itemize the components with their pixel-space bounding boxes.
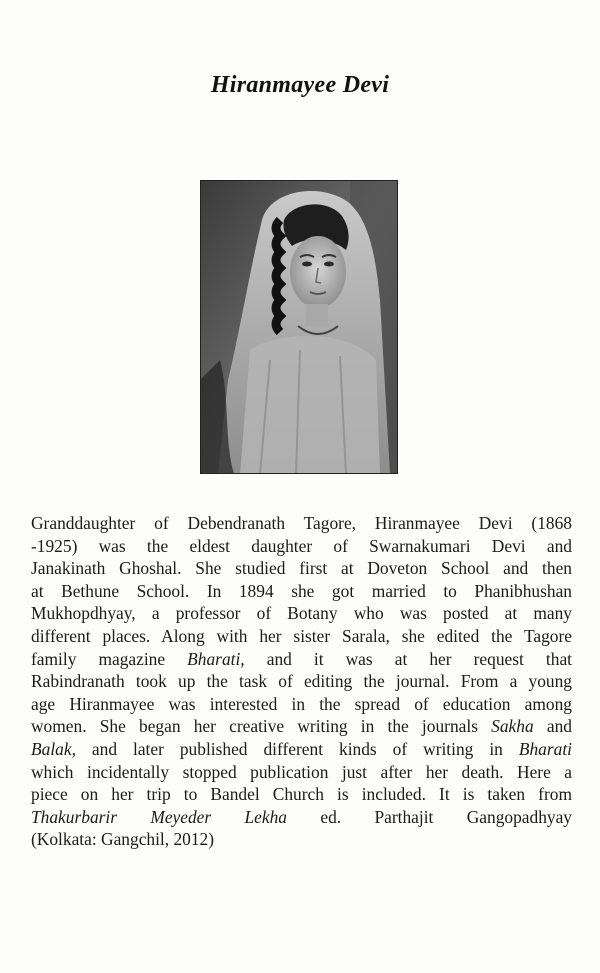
portrait-photo-icon (200, 180, 398, 474)
text-line (31, 715, 572, 738)
text-run: (Kolkata: Gangchil, 2012) (31, 829, 215, 850)
italic-title-text: Sakha (491, 716, 534, 737)
text-line (31, 557, 572, 580)
text-line (31, 625, 572, 648)
text-line (31, 693, 572, 716)
text-run: different places. Along with her sister Sarala, she edited the Tagore (31, 625, 572, 646)
text-line (31, 648, 572, 671)
body-paragraph (31, 512, 572, 851)
portrait-photo (200, 180, 398, 474)
text-run: and (533, 716, 572, 737)
text-line (31, 670, 572, 693)
italic-title-text: Balak, (31, 738, 76, 759)
text-run: -1925) was the eldest daughter of Swarnakumari Devi and (31, 535, 572, 556)
text-run: Rabindranath took up the task of editing the journal. From a young (31, 671, 572, 692)
text-run: Mukhopdhyay, a professor of Botany who was posted at many (31, 603, 572, 624)
text-run: Granddaughter of Debendranath Tagore, Hiranmayee Devi (1868 (31, 513, 572, 533)
text-run: piece on her trip to Bandel Church is included. It is taken from (31, 784, 572, 805)
text-run: family magazine (31, 648, 188, 669)
text-run: and later published different kinds of writing in (75, 738, 519, 759)
text-line (31, 602, 572, 625)
text-run: Janakinath Ghoshal. She studied first at Doveton School and then (31, 558, 572, 579)
text-run: ed. Parthajit Gangopadhyay (287, 806, 572, 827)
text-line (31, 580, 572, 603)
text-line (31, 535, 572, 558)
italic-title-text: Bharati (518, 738, 572, 759)
text-line (31, 512, 572, 535)
italic-title-text: Bharati, (187, 648, 245, 669)
text-run: at Bethune School. In 1894 she got married to Phanibhushan (31, 580, 572, 601)
text-run: women. She began her creative writing in the journals (31, 716, 492, 737)
text-line (31, 738, 572, 761)
text-run: which incidentally stopped publication just after her death. Here a (31, 761, 572, 782)
page-title: Hiranmayee Devi (210, 72, 390, 98)
text-run: age Hiranmayee was interested in the spread of education among (31, 693, 572, 714)
text-line (31, 828, 572, 851)
text-line (31, 806, 572, 829)
text-line (31, 783, 572, 806)
text-line (31, 761, 572, 784)
text-run: and it was at her request that (244, 648, 572, 669)
italic-title-text: Thakurbarir Meyeder Lekha (31, 806, 288, 827)
